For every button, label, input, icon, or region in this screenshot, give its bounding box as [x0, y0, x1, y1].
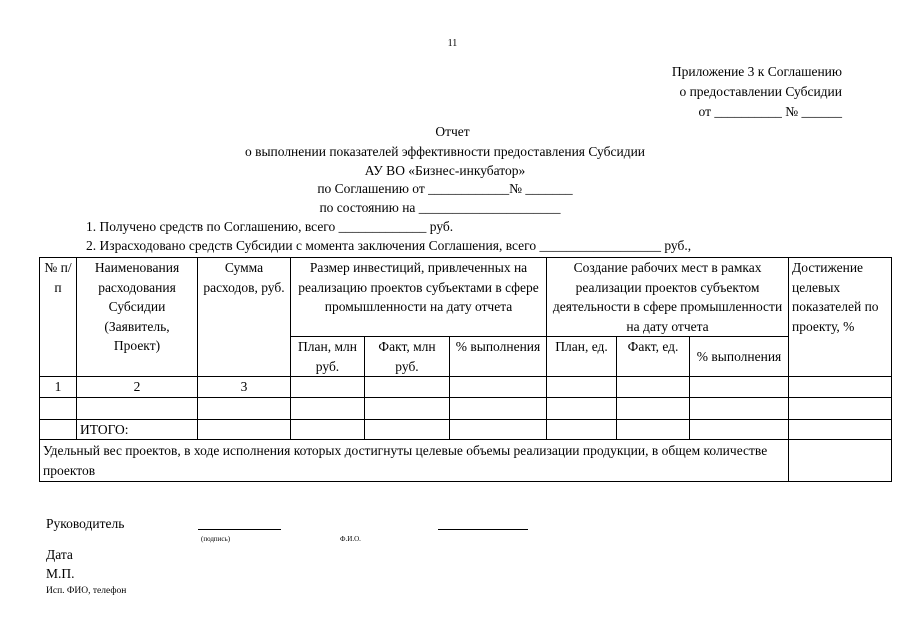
appendix-line-3: от __________ № ______: [698, 104, 842, 119]
numbering-row: [40, 377, 892, 398]
title-line-1: Отчет: [435, 124, 470, 139]
header-row: [40, 258, 892, 337]
num-cell-3: 3: [198, 377, 291, 398]
empty-row: [40, 397, 892, 419]
title-line-4: по Соглашению от ____________№ _______: [317, 181, 573, 196]
header-investments: Размер инвестиций, привлеченных на реализацию проектов субъектами в сфере промышленности на дату отчета: [291, 258, 547, 337]
share-value: [789, 440, 892, 482]
share-row: [40, 440, 892, 482]
signature-caption: (подпись): [201, 535, 231, 543]
stamp-label: М.П.: [46, 566, 75, 581]
num-cell-1: 1: [40, 377, 77, 398]
header-sum: Сумма расходов, руб.: [198, 258, 291, 377]
subheader-plan-mln: План, млн руб.: [291, 337, 365, 377]
appendix-line-1: Приложение 3 к Соглашению: [671, 64, 842, 79]
num-cell-2: 2: [77, 377, 198, 398]
header-jobs: Создание рабочих мест в рамках реализации проектов субъектом деятельности в сфере промышленности на дату отчета: [547, 258, 789, 337]
appendix-line-2: о предоставлении Субсидии: [679, 84, 842, 99]
signature-line: [198, 529, 281, 530]
subheader-plan-ed: План, ед.: [547, 337, 617, 377]
subheader-pct: % выполнения: [450, 337, 547, 377]
executor-label: Исп. ФИО, телефон: [46, 586, 127, 596]
date-label: Дата: [46, 547, 73, 562]
item-received: 1. Получено средств по Соглашению, всего _____________ руб.: [86, 219, 454, 234]
header-num: № п/п: [40, 258, 77, 377]
report-table: [39, 257, 892, 482]
header-name: Наименования расходования Субсидии (Заявитель, Проект): [77, 258, 198, 377]
total-row: [40, 419, 892, 440]
title-line-2: о выполнении показателей эффективности предоставления Субсидии: [244, 144, 646, 159]
subheader-pct-2: % выполнения: [690, 337, 789, 377]
head-label: Руководитель: [46, 516, 125, 531]
share-text: Удельный вес проектов, в ходе исполнения которых достигнуты целевые объемы реализации продукции, в общем количестве проектов: [40, 440, 789, 482]
header-goal: Достижение целевых показателей по проекту, %: [789, 258, 892, 377]
subheader-fact-ed: Факт, ед.: [617, 337, 690, 377]
fio-line: [438, 529, 528, 530]
fio-caption: Ф.И.О.: [340, 535, 361, 543]
item-spent: 2. Израсходовано средств Субсидии с момента заключения Соглашения, всего __________________ руб.,: [86, 238, 692, 253]
subheader-fact-mln: Факт, млн руб.: [365, 337, 450, 377]
total-label: ИТОГО:: [77, 419, 198, 440]
page-number: 11: [447, 38, 458, 49]
title-line-5: по состоянию на _____________________: [319, 200, 561, 215]
title-line-3: АУ ВО «Бизнес-инкубатор»: [364, 163, 526, 178]
